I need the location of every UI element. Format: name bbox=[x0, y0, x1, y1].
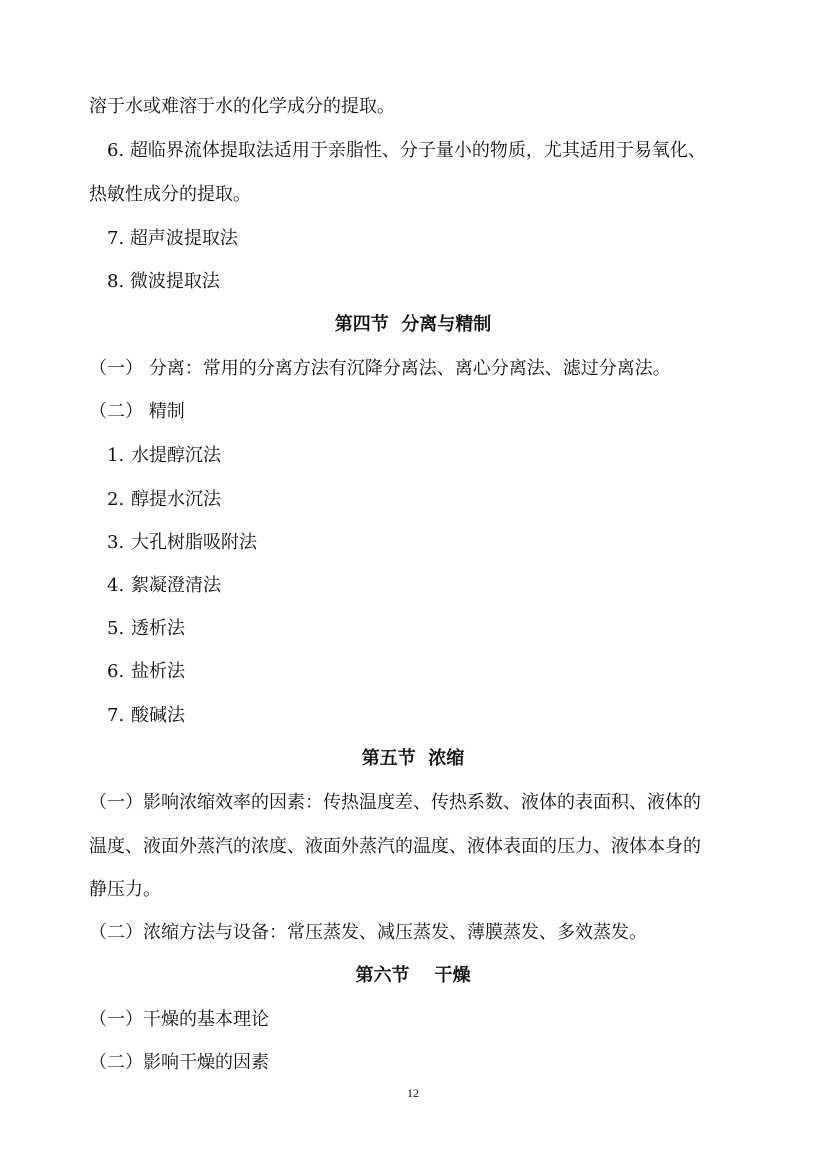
list-item bbox=[107, 618, 185, 640]
list-item-number: 2. bbox=[107, 489, 125, 510]
list-item: 7. 超声波提取法 bbox=[107, 228, 238, 249]
list-item bbox=[107, 575, 221, 597]
paragraph-line: 溶于水或难溶于水的化学成分的提取。 bbox=[89, 96, 395, 117]
paragraph-line: （二）影响干燥的因素 bbox=[89, 1052, 269, 1073]
list-item-number: 6. bbox=[107, 661, 125, 682]
paragraph-line: （一） 分离：常用的分离方法有沉降分离法、离心分离法、滤过分离法。 bbox=[89, 358, 671, 379]
list-item bbox=[107, 445, 221, 467]
section-heading: 第四节 分离与精制 bbox=[334, 314, 492, 335]
list-item-text: 絮凝澄清法 bbox=[131, 575, 221, 596]
section-heading: 第六节 干燥 bbox=[355, 965, 471, 986]
paragraph-line: （二） 精制 bbox=[89, 401, 185, 422]
list-item-number: 3. bbox=[107, 532, 125, 553]
paragraph-line: 温度、液面外蒸汽的浓度、液面外蒸汽的温度、液体表面的压力、液体本身的 bbox=[89, 836, 701, 857]
list-item-text: 醇提水沉法 bbox=[131, 489, 221, 510]
list-item-number: 4. bbox=[107, 575, 125, 596]
list-item-text: 酸碱法 bbox=[131, 705, 185, 726]
paragraph-line: （一）影响浓缩效率的因素：传热温度差、传热系数、液体的表面积、液体的 bbox=[89, 792, 701, 813]
paragraph-line: （一）干燥的基本理论 bbox=[89, 1009, 269, 1030]
paragraph-line: （二）浓缩方法与设备：常压蒸发、减压蒸发、薄膜蒸发、多效蒸发。 bbox=[89, 922, 647, 943]
list-item-number: 5. bbox=[107, 618, 125, 639]
list-item bbox=[107, 705, 185, 727]
list-item bbox=[107, 489, 221, 511]
section-heading: 第五节 浓缩 bbox=[361, 748, 465, 769]
list-item-text: 透析法 bbox=[131, 618, 185, 639]
list-item bbox=[107, 661, 185, 683]
list-item bbox=[107, 532, 257, 554]
paragraph-line: 静压力。 bbox=[89, 879, 161, 900]
list-item-text: 大孔树脂吸附法 bbox=[131, 532, 257, 553]
paragraph-line: 6. 超临界流体提取法适用于亲脂性、分子量小的物质，尤其适用于易氧化、 bbox=[107, 140, 706, 161]
page-number: 12 bbox=[407, 1086, 419, 1100]
list-item-text: 盐析法 bbox=[131, 661, 185, 682]
list-item-text: 水提醇沉法 bbox=[131, 445, 221, 466]
paragraph-line: 热敏性成分的提取。 bbox=[89, 184, 251, 205]
list-item: 8. 微波提取法 bbox=[107, 271, 220, 292]
list-item-number: 1. bbox=[107, 445, 125, 466]
list-item-number: 7. bbox=[107, 705, 125, 726]
